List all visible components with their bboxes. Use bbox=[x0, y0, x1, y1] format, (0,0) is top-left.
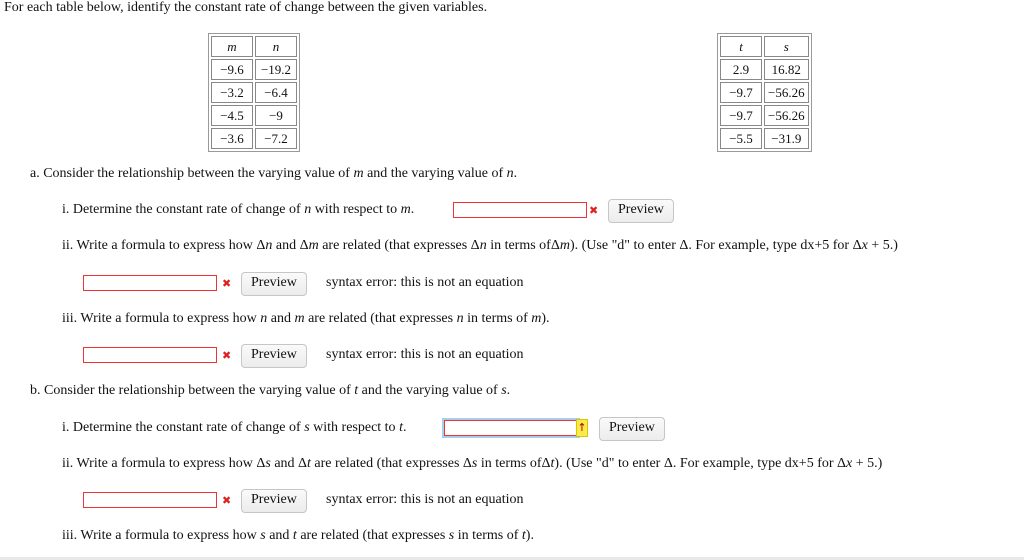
question-text: with respect to bbox=[311, 202, 401, 217]
math-variable: n bbox=[479, 238, 487, 253]
wrong-icon: ✖ bbox=[222, 494, 232, 507]
part-a-ii-preview-button[interactable]: Preview bbox=[241, 272, 307, 296]
table-cell: −7.2 bbox=[255, 128, 297, 149]
column-header: t bbox=[720, 36, 762, 57]
question-text: with respect to bbox=[309, 420, 400, 435]
table-row bbox=[211, 128, 297, 149]
part-b-i-answer-input[interactable] bbox=[444, 420, 578, 436]
question-text: and bbox=[265, 528, 293, 543]
question-text: are related (that expresses Δ bbox=[310, 456, 472, 471]
wrong-icon: ✖ bbox=[222, 277, 232, 290]
math-variable: x bbox=[846, 456, 853, 471]
question-text: iii. Write a formula to express how bbox=[62, 311, 261, 326]
question-text: ii. Write a formula to express how Δ bbox=[62, 456, 266, 471]
math-variable: s bbox=[260, 528, 266, 543]
math-variable: m bbox=[531, 311, 542, 326]
math-variable: m bbox=[353, 166, 364, 181]
math-variable: m bbox=[308, 238, 319, 253]
table-cell: 2.9 bbox=[720, 59, 762, 80]
syntax-error-message: syntax error: this is not an equation bbox=[326, 347, 524, 362]
table-cell: −19.2 bbox=[255, 59, 297, 80]
question-text: in terms of bbox=[463, 311, 532, 326]
part-a-i-preview-button[interactable]: Preview bbox=[608, 199, 674, 223]
math-variable: s bbox=[304, 420, 310, 435]
syntax-error-message: syntax error: this is not an equation bbox=[326, 492, 524, 507]
question-text: a. Consider the relationship between the varying value of bbox=[30, 166, 354, 181]
table-row bbox=[720, 105, 809, 126]
question-text: + 5.) bbox=[867, 238, 898, 253]
math-variable: t bbox=[292, 528, 297, 543]
table-cell: −9.7 bbox=[720, 105, 762, 126]
table-row bbox=[720, 82, 809, 103]
instructions: For each table below, identify the constant rate of change between the given variables. bbox=[4, 0, 488, 15]
question-text: in terms ofΔ bbox=[477, 456, 551, 471]
question-text: are related (that expresses Δ bbox=[318, 238, 480, 253]
table-cell: −56.26 bbox=[764, 82, 809, 103]
math-variable: x bbox=[861, 238, 868, 253]
part-b-i-question bbox=[62, 420, 406, 436]
question-text: in terms ofΔ bbox=[486, 238, 560, 253]
question-text: . bbox=[506, 383, 511, 398]
question-text: ii. Write a formula to express how Δ bbox=[62, 238, 266, 253]
math-variable: t bbox=[550, 456, 555, 471]
part-a-iii-preview-button[interactable]: Preview bbox=[241, 344, 307, 368]
math-variable: m bbox=[294, 311, 305, 326]
table-t-s bbox=[717, 33, 812, 152]
question-text: . bbox=[402, 420, 407, 435]
question-text: are related (that expresses bbox=[296, 528, 449, 543]
table-cell: −6.4 bbox=[255, 82, 297, 103]
question-text: ). bbox=[541, 311, 550, 326]
table-m-n bbox=[208, 33, 300, 152]
table-cell: −9.7 bbox=[720, 82, 762, 103]
table-cell: −31.9 bbox=[764, 128, 809, 149]
part-b-ii-question bbox=[62, 456, 882, 472]
part-a-prompt bbox=[30, 166, 517, 182]
question-text: in terms of bbox=[454, 528, 522, 543]
part-b-ii-answer-input[interactable] bbox=[83, 492, 217, 508]
table-cell: −3.2 bbox=[211, 82, 253, 103]
question-text: ). (Use "d" to enter Δ. For example, type dx+5 for Δ bbox=[554, 456, 847, 471]
wrong-icon: ✖ bbox=[589, 204, 599, 217]
question-text: are related (that expresses bbox=[304, 311, 457, 326]
question-text: . bbox=[513, 166, 518, 181]
table-row bbox=[211, 105, 297, 126]
table-cell: 16.82 bbox=[764, 59, 809, 80]
table-cell: −9 bbox=[255, 105, 297, 126]
math-variable: s bbox=[501, 383, 507, 398]
column-header: m bbox=[211, 36, 253, 57]
math-variable: s bbox=[448, 528, 455, 543]
math-variable: t bbox=[307, 456, 311, 471]
table-row bbox=[720, 59, 809, 80]
math-variable: s bbox=[471, 456, 478, 471]
question-text: iii. Write a formula to express how bbox=[62, 528, 261, 543]
part-b-i-preview-button[interactable]: Preview bbox=[599, 417, 665, 441]
math-variable: m bbox=[400, 202, 411, 217]
question-text: b. Consider the relationship between the varying value of bbox=[30, 383, 355, 398]
part-a-ii-answer-input[interactable] bbox=[83, 275, 217, 291]
table-row bbox=[211, 82, 297, 103]
part-b-ii-preview-button[interactable]: Preview bbox=[241, 489, 307, 513]
part-a-i-question bbox=[62, 202, 414, 218]
question-text: + 5.) bbox=[852, 456, 883, 471]
math-variable: n bbox=[265, 238, 273, 253]
question-text: ). (Use "d" to enter Δ. For example, type dx+5 for Δ bbox=[569, 238, 862, 253]
math-variable: n bbox=[304, 202, 312, 217]
wrong-icon: ✖ bbox=[222, 349, 232, 362]
math-variable: n bbox=[260, 311, 268, 326]
question-text: i. Determine the constant rate of change of bbox=[62, 202, 305, 217]
table-row bbox=[211, 59, 297, 80]
math-variable: n bbox=[456, 311, 464, 326]
table-cell: −3.6 bbox=[211, 128, 253, 149]
table-cell: −9.6 bbox=[211, 59, 253, 80]
part-a-iii-question bbox=[62, 311, 550, 327]
part-a-iii-answer-input[interactable] bbox=[83, 347, 217, 363]
question-text: and bbox=[267, 311, 295, 326]
math-variable: t bbox=[521, 528, 526, 543]
question-text: . bbox=[410, 202, 415, 217]
math-variable: t bbox=[354, 383, 359, 398]
table-cell: −56.26 bbox=[764, 105, 809, 126]
part-a-ii-question bbox=[62, 238, 898, 254]
part-b-iii-question bbox=[62, 528, 534, 544]
math-variable: m bbox=[559, 238, 570, 253]
math-variable: t bbox=[399, 420, 403, 435]
question-text: and Δ bbox=[272, 238, 309, 253]
part-a-i-answer-input[interactable] bbox=[453, 202, 587, 218]
question-text: and Δ bbox=[270, 456, 308, 471]
math-variable: n bbox=[506, 166, 514, 181]
syntax-error-message: syntax error: this is not an equation bbox=[326, 275, 524, 290]
table-cell: −4.5 bbox=[211, 105, 253, 126]
question-text: and the varying value of bbox=[358, 383, 502, 398]
part-b-prompt bbox=[30, 383, 510, 399]
column-header: n bbox=[255, 36, 297, 57]
column-header: s bbox=[764, 36, 809, 57]
question-text: and the varying value of bbox=[363, 166, 507, 181]
math-variable: s bbox=[265, 456, 271, 471]
question-text: ). bbox=[525, 528, 534, 543]
table-cell: −5.5 bbox=[720, 128, 762, 149]
warning-arrow-icon: ↑ bbox=[576, 419, 588, 437]
table-row bbox=[720, 128, 809, 149]
question-text: i. Determine the constant rate of change of bbox=[62, 420, 305, 435]
